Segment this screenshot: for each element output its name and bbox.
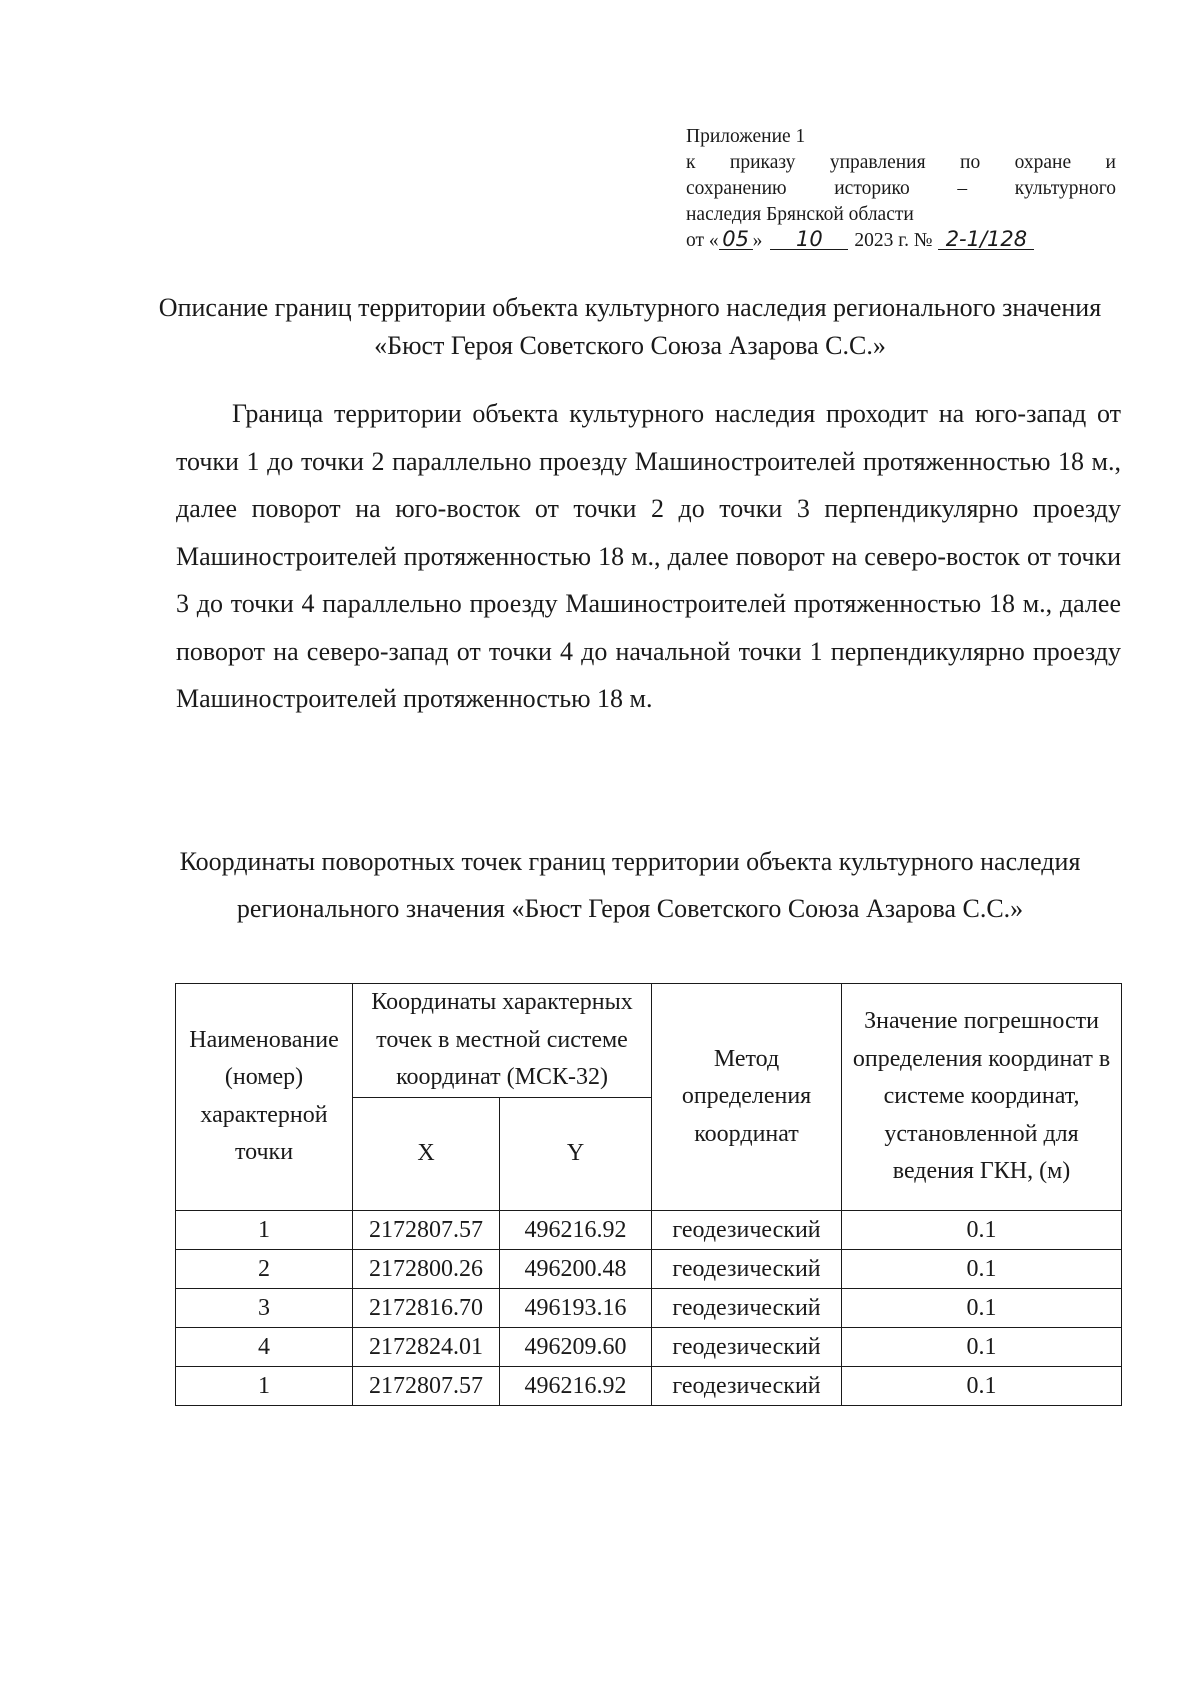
cell-point: 1 <box>176 1210 353 1249</box>
cell-error: 0.1 <box>842 1366 1122 1405</box>
table-row <box>176 1210 1122 1249</box>
cell-method: геодезический <box>652 1366 842 1405</box>
annex-day-handwritten: 05 <box>719 229 753 250</box>
cell-x: 2172807.57 <box>353 1210 500 1249</box>
coordinates-title: Координаты поворотных точек границ территории объекта культурного наследия регионального значения «Бюст Героя Советского Союза Азарова С.С.» <box>179 847 1081 923</box>
annex-line-3: сохранению историко – культурного <box>686 178 1116 199</box>
coordinates-table <box>175 983 1122 1406</box>
cell-y: 496200.48 <box>500 1249 652 1288</box>
table-row <box>176 1327 1122 1366</box>
cell-y: 496209.60 <box>500 1327 652 1366</box>
cell-error: 0.1 <box>842 1327 1122 1366</box>
annex-month-handwritten: 10 <box>770 229 848 250</box>
header-coords: Координаты характерных точек в местной системе координат (МСК-32) <box>353 984 652 1098</box>
header-y: Y <box>500 1097 652 1210</box>
table-row <box>176 1288 1122 1327</box>
cell-method: геодезический <box>652 1327 842 1366</box>
cell-method: геодезический <box>652 1249 842 1288</box>
header-x: X <box>353 1097 500 1210</box>
annex-line-4: наследия Брянской области <box>686 204 914 225</box>
annex-date-line <box>686 228 1116 254</box>
cell-x: 2172816.70 <box>353 1288 500 1327</box>
header-error: Значение погрешности определения координат в системе координат, установленной для ведения ГКН, (м) <box>842 984 1122 1211</box>
cell-error: 0.1 <box>842 1249 1122 1288</box>
cell-y: 496193.16 <box>500 1288 652 1327</box>
cell-point: 3 <box>176 1288 353 1327</box>
annex-line-2: к приказу управления по охране и <box>686 152 1116 173</box>
cell-y: 496216.92 <box>500 1366 652 1405</box>
cell-error: 0.1 <box>842 1210 1122 1249</box>
table-row <box>176 1366 1122 1405</box>
cell-x: 2172824.01 <box>353 1327 500 1366</box>
cell-point: 2 <box>176 1249 353 1288</box>
table-row <box>176 1249 1122 1288</box>
cell-x: 2172807.57 <box>353 1366 500 1405</box>
cell-point: 1 <box>176 1366 353 1405</box>
annex-day-close: » <box>752 230 763 251</box>
cell-method: геодезический <box>652 1210 842 1249</box>
annex-date-prefix: от « <box>686 230 719 251</box>
annex-line-1: Приложение 1 <box>686 126 806 147</box>
header-method: Метод определения координат <box>652 984 842 1211</box>
cell-point: 4 <box>176 1327 353 1366</box>
cell-error: 0.1 <box>842 1288 1122 1327</box>
cell-x: 2172800.26 <box>353 1249 500 1288</box>
annex-header <box>686 124 1116 254</box>
cell-method: геодезический <box>652 1288 842 1327</box>
boundary-description: Граница территории объекта культурного наследия проходит на юго-запад от точки 1 до точки 2 параллельно проезду Машиностроителей протяженностью 18 м., далее поворот на юго-восток от точки 2 до точки 3 перпендикулярно проезду Машиностроителей протяженностью 18 м., далее поворот на северо-восток от точки 3 до точки 4 параллельно проезду Машиностроителей протяженностью 18 м., далее поворот на северо-запад от точки 4 до начальной точки 1 перпендикулярно проезду Машиностроителей протяженностью 18 м. <box>176 399 1121 713</box>
cell-y: 496216.92 <box>500 1210 652 1249</box>
header-point: Наименование (номер) характерной точки <box>176 984 353 1211</box>
annex-year-text: 2023 г. № <box>854 230 933 251</box>
annex-number-handwritten: 2-1/128 <box>938 229 1034 250</box>
document-title: Описание границ территории объекта культурного наследия регионального значения «Бюст Героя Советского Союза Азарова С.С.» <box>158 293 1102 360</box>
